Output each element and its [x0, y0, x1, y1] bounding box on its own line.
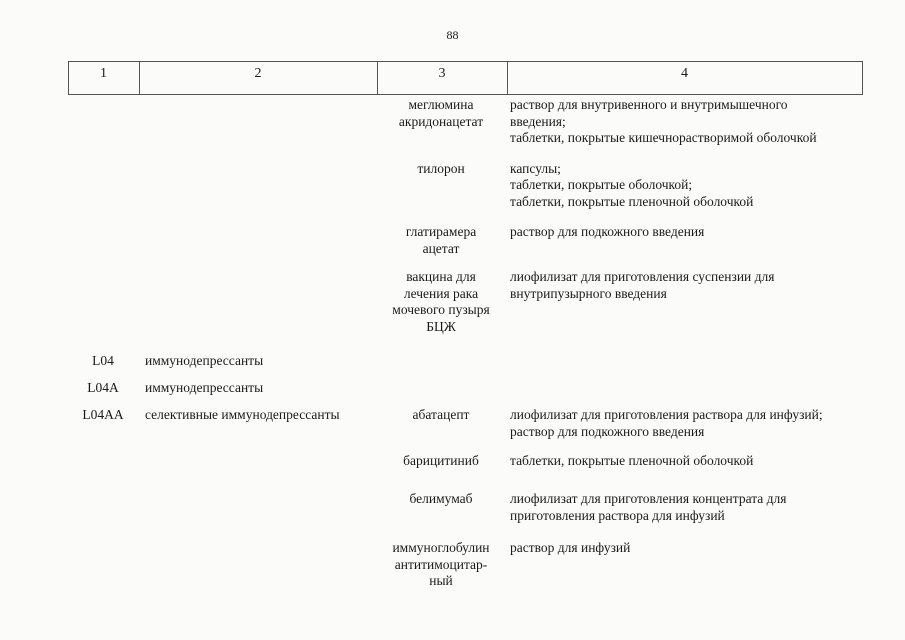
dosage-form: лиофилизат для приготовления суспензии для внутрипузырного введения	[510, 269, 775, 301]
atc-code: L04A	[87, 380, 119, 395]
drug-name: меглюмина акридонацетат	[398, 97, 484, 129]
dosage-form: лиофилизат для приготовления концентрата для приготовления раствора для инфузий	[510, 491, 787, 523]
atc-group: иммунодепрессанты	[145, 380, 264, 395]
dosage-form: лиофилизат для приготовления раствора для инфузий;	[510, 407, 823, 422]
drug-name: белимумаб	[409, 491, 473, 506]
dosage-form: таблетки, покрытые оболочкой;	[510, 177, 693, 192]
dosage-form: таблетки, покрытые кишечнорастворимой оболочкой	[510, 130, 817, 145]
atc-group: иммунодепрессанты	[145, 353, 264, 368]
header-col-2: 2	[254, 66, 262, 81]
dosage-form: раствор для подкожного введения	[510, 424, 705, 439]
dosage-form: таблетки, покрытые пленочной оболочкой	[510, 453, 754, 468]
drug-name: тилорон	[417, 161, 465, 176]
drug-name: барицитиниб	[403, 453, 479, 468]
drug-name: абатацепт	[412, 407, 470, 422]
drug-name: глатирамера ацетат	[405, 224, 477, 256]
header-divider	[862, 62, 863, 95]
atc-code: L04AA	[82, 407, 124, 422]
atc-group: селективные иммунодепрессанты	[145, 407, 340, 422]
dosage-form: капсулы;	[510, 161, 561, 176]
dosage-form: раствор для подкожного введения	[510, 224, 705, 239]
atc-code: L04	[92, 353, 114, 368]
dosage-form: раствор для инфузий	[510, 540, 631, 555]
dosage-form: раствор для внутривенного и внутримышечного введения;	[510, 97, 788, 129]
header-col-4: 4	[681, 66, 688, 81]
header-col-1: 1	[100, 66, 107, 81]
header-bottom-rule	[68, 94, 863, 95]
header-col-3: 3	[438, 66, 446, 81]
drug-name: вакцина для лечения рака мочевого пузыря БЦЖ	[392, 269, 490, 334]
dosage-form: таблетки, покрытые пленочной оболочкой	[510, 194, 754, 209]
drug-name: иммуноглобулин антитимоцитар-ный	[392, 540, 490, 588]
page-number: 88	[446, 28, 459, 42]
header-top-rule	[68, 61, 863, 62]
